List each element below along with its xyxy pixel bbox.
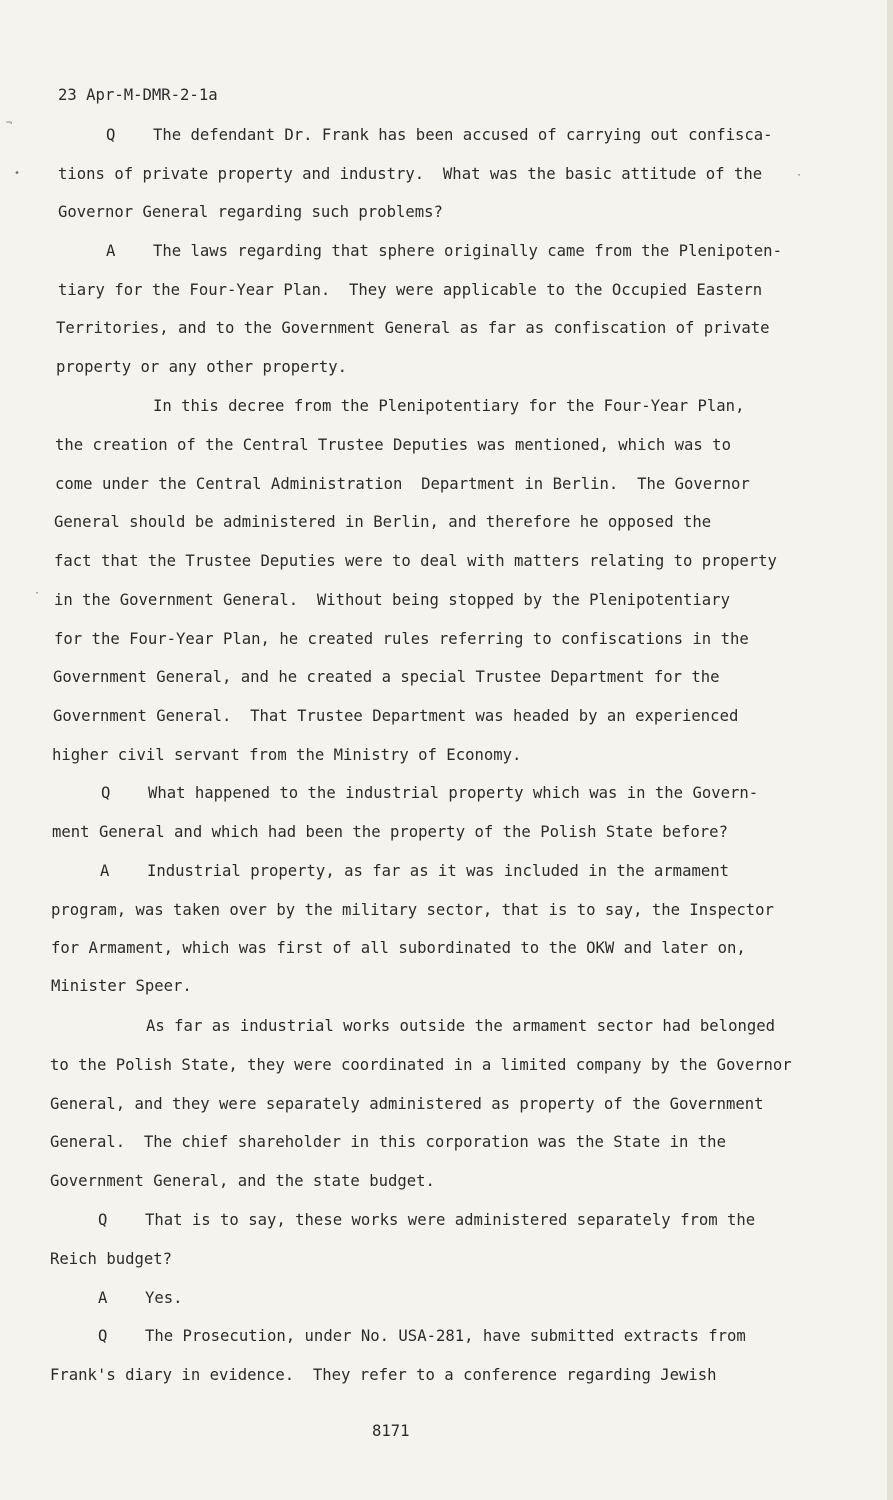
text-line-26: General, and they were separately administered as property of the Government: [50, 1095, 764, 1113]
text-line-9: the creation of the Central Trustee Deputies was mentioned, which was to: [55, 436, 731, 454]
text-line-3: Governor General regarding such problems?: [58, 203, 443, 221]
text-line-33: Frank's diary in evidence. They refer to a conference regarding Jewish: [50, 1366, 717, 1384]
text-line-1: Q The defendant Dr. Frank has been accused of carrying out confisca-: [106, 126, 773, 144]
text-line-20: A Industrial property, as far as it was included in the armament: [100, 862, 730, 880]
text-line-8: In this decree from the Plenipotentiary for the Four-Year Plan,: [153, 397, 745, 415]
text-line-5: tiary for the Four-Year Plan. They were applicable to the Occupied Eastern: [58, 281, 763, 299]
text-line-32: Q The Prosecution, under No. USA-281, have submitted extracts from: [98, 1327, 746, 1345]
text-line-11: General should be administered in Berlin, and therefore he opposed the: [54, 513, 712, 531]
text-line-28: Government General, and the state budget.: [50, 1172, 435, 1190]
margin-tick-mark: ¬: [6, 118, 13, 129]
text-line-22: for Armament, which was first of all subordinated to the OKW and later on,: [51, 939, 746, 957]
text-line-13: in the Government General. Without being stopped by the Plenipotentiary: [54, 591, 730, 609]
margin-dot-mark: ·: [34, 588, 41, 599]
text-line-17: higher civil servant from the Ministry of Economy.: [52, 746, 522, 764]
page-number: 8171: [372, 1422, 410, 1440]
text-line-21: program, was taken over by the military sector, that is to say, the Inspector: [51, 901, 774, 919]
text-line-30: Reich budget?: [50, 1250, 173, 1268]
text-line-19: ment General and which had been the property of the Polish State before?: [52, 823, 728, 841]
text-line-14: for the Four-Year Plan, he created rules referring to confiscations in the: [54, 630, 749, 648]
text-line-15: Government General, and he created a special Trustee Department for the: [53, 668, 720, 686]
text-line-25: to the Polish State, they were coordinated in a limited company by the Governor: [50, 1056, 792, 1074]
text-line-10: come under the Central Administration Department in Berlin. The Governor: [55, 475, 750, 493]
text-line-23: Minister Speer.: [51, 977, 192, 995]
text-line-27: General. The chief shareholder in this corporation was the State in the: [50, 1133, 726, 1151]
text-line-29: Q That is to say, these works were administered separately from the: [98, 1211, 756, 1229]
text-line-12: fact that the Trustee Deputies were to deal with matters relating to property: [54, 552, 777, 570]
document-header-id: 23 Apr-M-DMR-2-1a: [58, 86, 218, 104]
margin-dot-mark: ·: [796, 170, 803, 181]
text-line-24: As far as industrial works outside the armament sector had belonged: [146, 1017, 776, 1035]
text-line-18: Q What happened to the industrial property which was in the Govern-: [101, 784, 759, 802]
text-line-4: A The laws regarding that sphere originally came from the Plenipoten-: [106, 242, 782, 260]
text-line-2: tions of private property and industry. What was the basic attitude of the: [58, 165, 763, 183]
text-line-6: Territories, and to the Government General as far as confiscation of private: [56, 319, 770, 337]
margin-dot-mark: •: [14, 168, 21, 179]
text-line-7: property or any other property.: [56, 358, 348, 376]
text-line-16: Government General. That Trustee Department was headed by an experienced: [53, 707, 739, 725]
text-line-31: A Yes.: [98, 1289, 183, 1307]
